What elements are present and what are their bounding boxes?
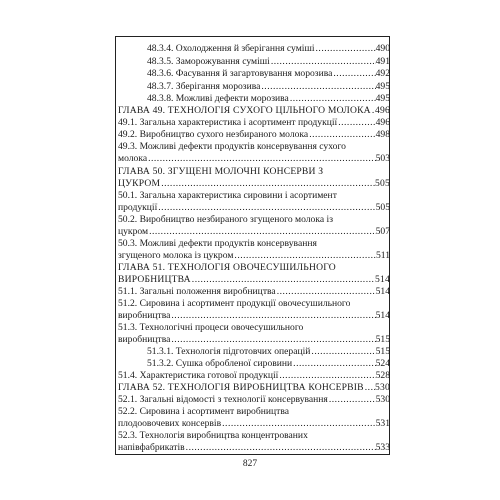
toc-entry-page: 530 bbox=[375, 394, 390, 405]
toc-entry-page: 496 bbox=[375, 105, 390, 116]
leader-dots bbox=[171, 310, 375, 322]
toc-entry-title: ЦУКРОМ bbox=[118, 178, 161, 189]
toc-chapter-52 bbox=[118, 382, 390, 394]
toc-entry-title: молока bbox=[118, 153, 148, 164]
leader-dots bbox=[158, 202, 375, 214]
toc-entry-title: виробництва bbox=[118, 310, 171, 321]
leader-dots bbox=[149, 226, 376, 238]
toc-entry-52-3-line1: 52.3. Технологія виробництва концентрованих bbox=[118, 430, 308, 441]
toc-entry-51-1 bbox=[118, 286, 390, 298]
toc-entry-page: 492 bbox=[375, 68, 390, 79]
page-number: 827 bbox=[242, 459, 258, 469]
leader-dots bbox=[222, 418, 375, 430]
leader-dots bbox=[277, 286, 376, 298]
leader-dots bbox=[148, 153, 376, 165]
toc-entry-title: 49.2. Виробництво сухого незбираного молока bbox=[118, 129, 309, 140]
toc-chapter-51 bbox=[118, 274, 390, 286]
leader-dots bbox=[316, 43, 376, 55]
toc-entry-50-1-line1: 50.1. Загальна характеристика сировини і асортимент bbox=[118, 190, 337, 201]
toc-entry-page: 495 bbox=[375, 81, 390, 92]
toc-entry-51-2 bbox=[118, 310, 390, 322]
toc-entry-52-2-line1: 52.2. Сировина і асортимент виробництва bbox=[118, 406, 289, 417]
toc-entry-page: 514 bbox=[375, 286, 390, 297]
toc-entry-51-3-line1: 51.3. Технологічні процеси овочесушильного bbox=[118, 322, 304, 333]
leader-dots bbox=[311, 346, 375, 358]
leader-dots bbox=[338, 117, 375, 129]
toc-entry-51-4 bbox=[118, 370, 390, 382]
toc-entry-title: 48.3.5. Заморожування суміші bbox=[147, 56, 270, 67]
toc-entry-page: 507 bbox=[375, 226, 390, 237]
toc-entry-page: 514 bbox=[375, 310, 390, 321]
toc-entry-48-3-8 bbox=[147, 93, 390, 105]
toc-entry-title: 51.1. Загальні положення виробництва bbox=[118, 286, 276, 297]
toc-entry-title: 48.3.6. Фасування й загартовування морозива bbox=[147, 68, 333, 79]
leader-dots bbox=[279, 370, 375, 382]
toc-entry-title: 52.1. Загальні відомості з технології консервування bbox=[118, 394, 328, 405]
toc-entry-page: 490 bbox=[375, 43, 390, 54]
toc-chapter-49 bbox=[118, 105, 390, 117]
toc-entry-page: 528 bbox=[375, 370, 390, 381]
toc-entry-50-1 bbox=[118, 202, 390, 214]
toc-entry-page: 495 bbox=[375, 93, 390, 104]
toc-entry-title: 48.3.8. Можливі дефекти морозива bbox=[147, 93, 289, 104]
leader-dots bbox=[309, 129, 375, 141]
toc-entry-page: 531 bbox=[375, 418, 390, 429]
leader-dots bbox=[293, 358, 375, 370]
leader-dots bbox=[161, 178, 375, 190]
toc-entry-page: 530 bbox=[375, 382, 390, 393]
toc-entry-page: 511 bbox=[375, 250, 390, 261]
leader-dots bbox=[329, 394, 376, 406]
toc-entry-page: 533 bbox=[375, 442, 390, 453]
toc-entry-52-1 bbox=[118, 394, 390, 406]
toc-entry-title: 51.3.2. Сушка обробленої сировини bbox=[147, 358, 293, 369]
leader-dots bbox=[192, 274, 375, 286]
toc-entry-page: 496 bbox=[375, 117, 390, 128]
toc-entry-title: ГЛАВА 49. ТЕХНОЛОГІЯ СУХОГО ЦІЛЬНОГО МОЛОКА bbox=[118, 105, 371, 116]
toc-entry-page: 505 bbox=[375, 178, 390, 189]
leader-dots bbox=[171, 334, 375, 346]
toc-entry-48-3-4 bbox=[147, 43, 390, 55]
toc-entry-title: напівфабрикатів bbox=[118, 442, 185, 453]
toc-entry-page: 515 bbox=[375, 334, 390, 345]
toc-entry-title: плодоовочевих консервів bbox=[118, 418, 222, 429]
toc-entry-50-3-line1: 50.3. Можливі дефекти продуктів консервування bbox=[118, 238, 317, 249]
toc-entry-title: згущеного молока із цукром bbox=[118, 250, 234, 261]
toc-entry-title: виробництва bbox=[118, 334, 171, 345]
toc-entry-50-2-line1: 50.2. Виробництво незбираного згущеного молока із bbox=[118, 214, 333, 225]
toc-entry-title: ВИРОБНИЦТВА bbox=[118, 274, 191, 285]
toc-entry-title: ГЛАВА 52. ТЕХНОЛОГІЯ ВИРОБНИЦТВА КОНСЕРВІВ bbox=[118, 382, 364, 393]
toc-entry-page: 498 bbox=[375, 129, 390, 140]
toc-entry-48-3-7 bbox=[147, 81, 390, 93]
toc-entry-title: 48.3.4. Охолодження й зберігання суміші bbox=[147, 43, 315, 54]
toc-chapter-51-line1: ГЛАВА 51. ТЕХНОЛОГІЯ ОВОЧЕСУШИЛЬНОГО bbox=[118, 262, 336, 273]
toc-entry-48-3-5 bbox=[147, 56, 390, 68]
leader-dots bbox=[290, 93, 376, 105]
toc-entry-49-1 bbox=[118, 117, 390, 129]
toc-entry-51-3 bbox=[118, 334, 390, 346]
toc-entry-page: 503 bbox=[375, 153, 390, 164]
toc-entry-52-2 bbox=[118, 418, 390, 430]
toc-entry-title: 49.1. Загальна характеристика і асортимент продукції bbox=[118, 117, 338, 128]
toc-entry-title: 51.4. Характеристика готової продукції bbox=[118, 370, 279, 381]
toc-entry-50-3 bbox=[118, 250, 390, 262]
toc-entry-51-2-line1: 51.2. Сировина і асортимент продукції овочесушильного bbox=[118, 298, 351, 309]
leader-dots bbox=[234, 250, 376, 262]
toc-entry-49-2 bbox=[118, 129, 390, 141]
toc-entry-title: продукції bbox=[118, 202, 158, 213]
leader-dots bbox=[333, 68, 375, 80]
toc-chapter-50 bbox=[118, 178, 390, 190]
toc-entry-49-3 bbox=[118, 153, 390, 165]
toc-entry-page: 505 bbox=[375, 202, 390, 213]
toc-entry-page: 491 bbox=[375, 56, 390, 67]
toc-entry-51-3-1 bbox=[147, 346, 390, 358]
toc-entry-title: 51.3.1. Технологія підготовчих операцій bbox=[147, 346, 311, 357]
toc-entry-50-2 bbox=[118, 226, 390, 238]
toc-chapter-50-line1: ГЛАВА 50. ЗГУЩЕНІ МОЛОЧНІ КОНСЕРВИ З bbox=[118, 166, 324, 177]
toc-entry-51-3-2 bbox=[147, 358, 390, 370]
toc-entry-title: 48.3.7. Зберігання морозива bbox=[147, 81, 261, 92]
leader-dots bbox=[365, 382, 375, 394]
leader-dots bbox=[271, 56, 376, 68]
toc-entry-page: 514 bbox=[375, 274, 390, 285]
toc-entry-title: цукром bbox=[118, 226, 149, 237]
toc-entry-48-3-6 bbox=[147, 68, 390, 80]
toc-entry-49-3-line1: 49.3. Можливі дефекти продуктів консервування сухого bbox=[118, 141, 346, 152]
toc-entry-page: 515 bbox=[375, 346, 390, 357]
leader-dots bbox=[186, 442, 376, 454]
toc-entry-page: 524 bbox=[375, 358, 390, 369]
leader-dots bbox=[261, 81, 375, 93]
toc-entry-52-3 bbox=[118, 442, 390, 454]
